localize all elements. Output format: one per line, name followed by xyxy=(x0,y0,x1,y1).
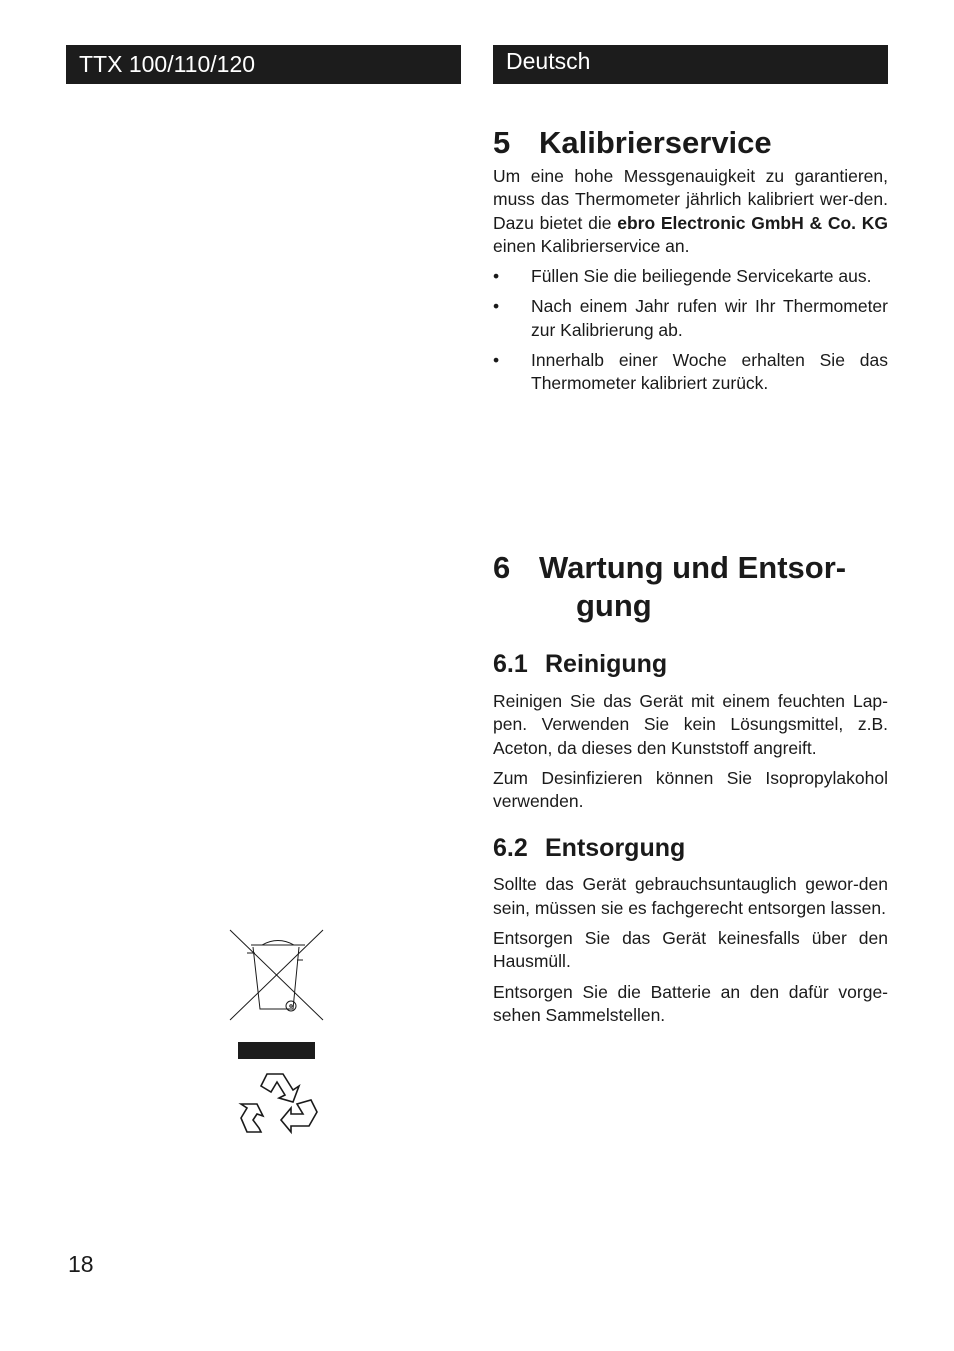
header-language-title: Deutsch xyxy=(506,48,591,74)
section-6-number: 6 xyxy=(493,550,511,585)
section-6-title-line2: gung xyxy=(576,588,652,623)
weee-bar xyxy=(238,1042,315,1059)
intro-text-a: Um eine hohe Messgenauigkeit zu garantieren, muss das Thermometer jährlich kalibriert wer-den. Dazu bietet die xyxy=(493,166,888,233)
crossed-out-wheelie-bin-icon xyxy=(227,927,327,1027)
section-5-intro xyxy=(493,165,888,258)
subsection-6-1-heading xyxy=(493,649,888,679)
cleaning-paragraph: Reinigen Sie das Gerät mit einem feuchten Lap-pen. Verwenden Sie kein Lösungsmittel, z.B. Aceton, da dieses den Kunststoff angreift. xyxy=(493,691,888,758)
disposal-paragraph-1: Sollte das Gerät gebrauchsuntauglich gewor-den sein, müssen sie es fachgerecht entsorgen lassen. xyxy=(493,874,888,918)
subsection-6-2-heading xyxy=(493,833,888,863)
subsection-6-1-number: 6.1 xyxy=(493,650,528,678)
recycling-arrows-icon xyxy=(227,1070,327,1150)
disposal-paragraph-3: Entsorgen Sie die Batterie an den dafür vorge-sehen Sammelstellen. xyxy=(493,981,888,1025)
section-6-title-line1: Wartung und Entsor- xyxy=(539,550,847,585)
page-number: 18 xyxy=(68,1251,94,1277)
intro-text-b: einen Kalibrierservice an. xyxy=(493,235,690,256)
section-6-heading xyxy=(493,549,888,625)
list-item-text: Innerhalb einer Woche erhalten Sie das Thermometer kalibriert zurück. xyxy=(531,350,888,394)
list-item xyxy=(493,295,888,342)
company-name: ebro Electronic GmbH & Co. KG xyxy=(617,212,888,233)
list-item xyxy=(493,349,888,396)
header-model-bar xyxy=(66,45,461,84)
list-item-text: Nach einem Jahr rufen wir Ihr Thermometer zur Kalibrierung ab. xyxy=(531,296,888,340)
subsection-6-2-title: Entsorgung xyxy=(545,834,686,863)
section-5-heading xyxy=(493,124,888,162)
subsection-6-2-number: 6.2 xyxy=(493,834,528,863)
bullet-icon: • xyxy=(493,350,500,371)
section-5-number: 5 xyxy=(493,125,511,160)
bullet-icon: • xyxy=(493,266,500,287)
disinfection-paragraph: Zum Desinfizieren können Sie Isopropylakohol verwenden. xyxy=(493,767,888,812)
section-5-title: Kalibrierservice xyxy=(539,125,772,160)
section-5 xyxy=(493,124,888,403)
list-item xyxy=(493,265,888,288)
disposal-paragraph-2: Entsorgen Sie das Gerät keinesfalls über den Hausmüll. xyxy=(493,928,888,972)
header-language-bar xyxy=(493,45,888,84)
disposal-symbols xyxy=(227,927,327,1155)
service-steps-list xyxy=(493,265,888,395)
list-item-text: Füllen Sie die beiliegende Servicekarte aus. xyxy=(531,266,872,287)
header-model-title: TTX 100/110/120 xyxy=(79,51,256,77)
subsection-6-1-title: Reinigung xyxy=(545,650,668,678)
section-6 xyxy=(493,549,888,1034)
bullet-icon: • xyxy=(493,296,500,317)
